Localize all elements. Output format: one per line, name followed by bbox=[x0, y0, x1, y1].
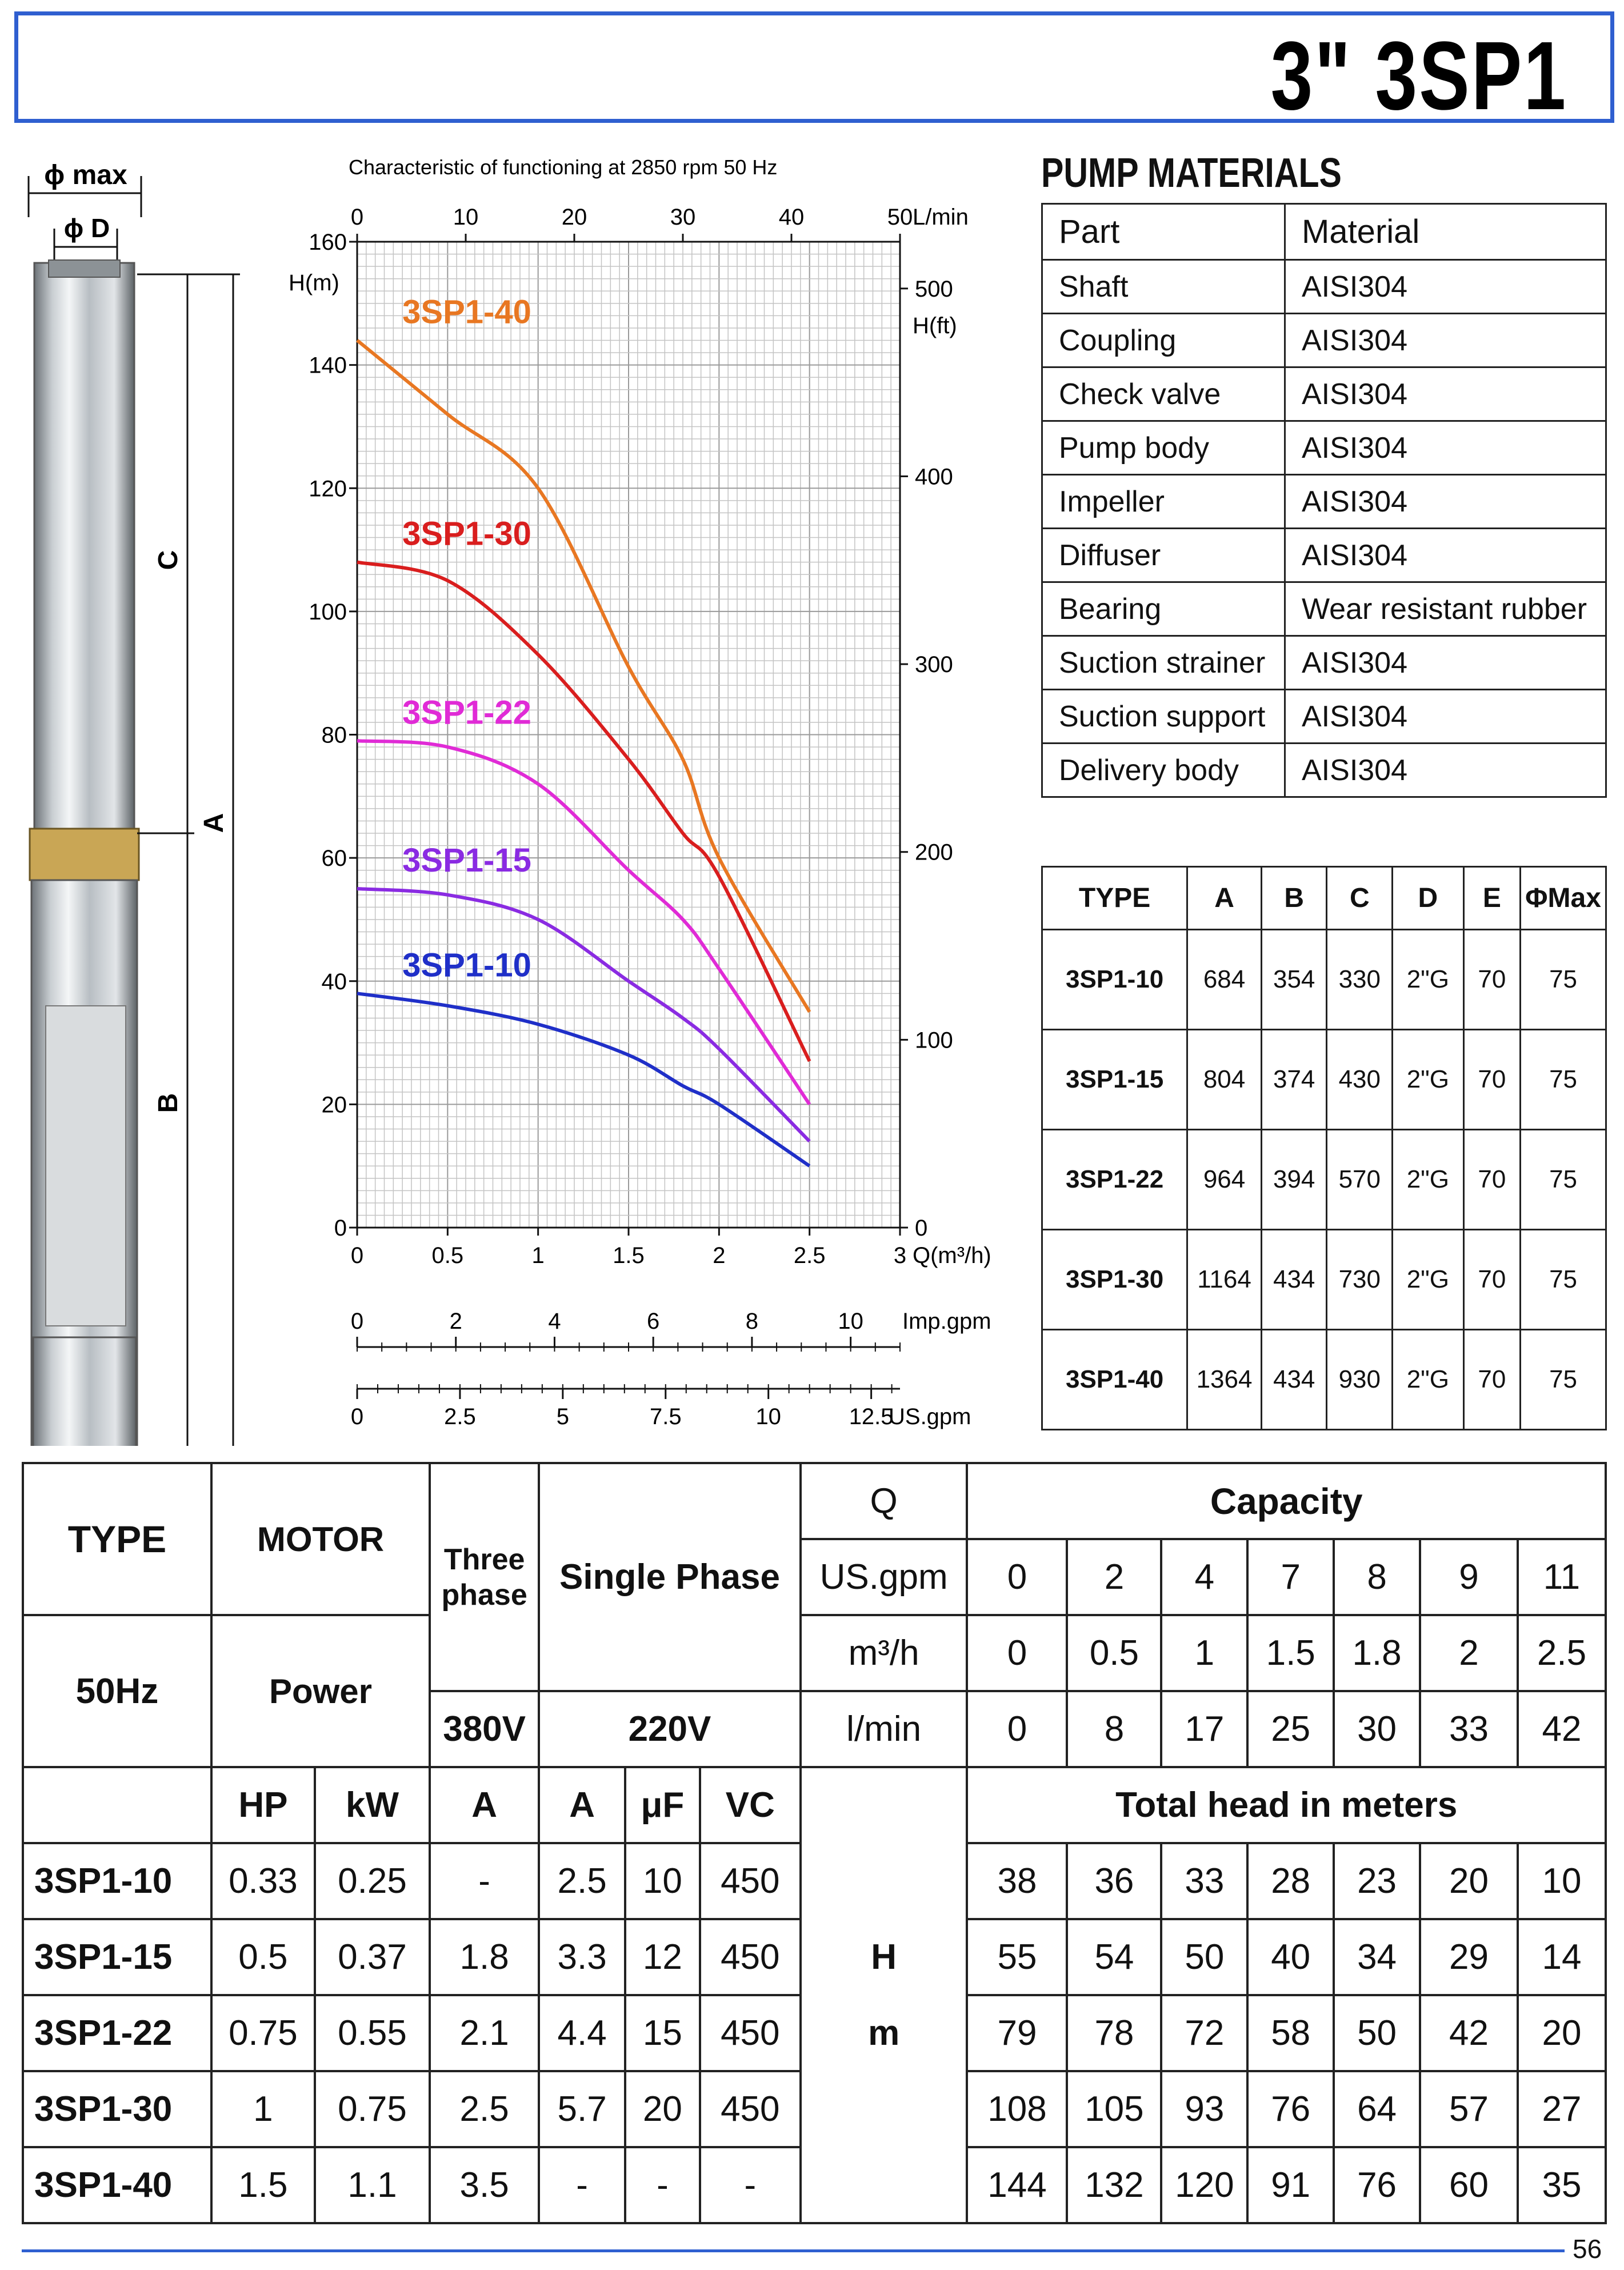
top-tick-label: 0 bbox=[350, 205, 364, 230]
perf-m3h-value: 0.5 bbox=[1067, 1615, 1161, 1691]
materials-material: AISI304 bbox=[1285, 636, 1606, 690]
dim-cell: 730 bbox=[1327, 1230, 1393, 1330]
page-title: 3" 3SP1 bbox=[1270, 22, 1567, 130]
perf-head: 33 bbox=[1161, 1843, 1247, 1919]
perf-kw: 0.75 bbox=[315, 2071, 430, 2147]
table-row bbox=[1042, 1230, 1606, 1330]
table-row bbox=[1042, 529, 1606, 582]
chart-axes bbox=[289, 205, 991, 1429]
perf-head: 78 bbox=[1067, 1995, 1161, 2071]
chart-grid bbox=[357, 242, 900, 1228]
perf-unit-header: kW bbox=[315, 1767, 430, 1843]
materials-material: AISI304 bbox=[1285, 529, 1606, 582]
dim-b-label: B bbox=[153, 1093, 183, 1113]
perf-total-head-label: Total head in meters bbox=[967, 1767, 1606, 1843]
perf-type: 3SP1-30 bbox=[23, 2071, 211, 2147]
perf-usgpm-value: 9 bbox=[1420, 1539, 1518, 1615]
perf-head: 28 bbox=[1247, 1843, 1334, 1919]
perf-lmin-value: 8 bbox=[1067, 1691, 1161, 1767]
dim-cell: 75 bbox=[1521, 1030, 1606, 1130]
perf-head: 54 bbox=[1067, 1919, 1161, 1995]
perf-m3h-label: m³/h bbox=[801, 1615, 967, 1691]
us-gpm-tick-label: 10 bbox=[755, 1404, 781, 1429]
dim-c-label: C bbox=[153, 550, 183, 570]
perf-usgpm-value: 0 bbox=[967, 1539, 1067, 1615]
y-tick-label: 40 bbox=[321, 969, 347, 994]
perf-vc: 450 bbox=[700, 1919, 801, 1995]
materials-part: Shaft bbox=[1042, 260, 1285, 314]
perf-kw: 0.25 bbox=[315, 1843, 430, 1919]
imp-gpm-tick-label: 6 bbox=[647, 1309, 660, 1334]
dim-cell: 70 bbox=[1463, 1330, 1521, 1430]
perf-hp: 1 bbox=[211, 2071, 315, 2147]
perf-m-label: m bbox=[801, 1995, 967, 2071]
dim-cell: 394 bbox=[1261, 1130, 1327, 1230]
right-tick-label: 500 bbox=[915, 276, 953, 302]
perf-head: 72 bbox=[1161, 1995, 1247, 2071]
y-tick-label: 120 bbox=[309, 476, 347, 502]
x-tick-label: 1 bbox=[531, 1243, 545, 1268]
perf-head: 55 bbox=[967, 1919, 1067, 1995]
table-row bbox=[1042, 1130, 1606, 1230]
perf-a3: 2.1 bbox=[430, 1995, 539, 2071]
perf-lmin-value: 42 bbox=[1518, 1691, 1606, 1767]
perf-vc: 450 bbox=[700, 1843, 801, 1919]
dim-cell: 804 bbox=[1187, 1030, 1262, 1130]
materials-material: Wear resistant rubber bbox=[1285, 582, 1606, 636]
perf-head: 76 bbox=[1334, 2147, 1420, 2223]
dim-header: E bbox=[1463, 867, 1521, 930]
table-row bbox=[1042, 475, 1606, 529]
perf-a1: 3.3 bbox=[539, 1919, 625, 1995]
materials-part: Check valve bbox=[1042, 367, 1285, 421]
materials-part: Bearing bbox=[1042, 582, 1285, 636]
imp-gpm-tick-label: 10 bbox=[838, 1309, 863, 1334]
dim-cell: 2"G bbox=[1393, 1330, 1464, 1430]
us-gpm-tick-label: 0 bbox=[350, 1404, 364, 1429]
dim-type: 3SP1-22 bbox=[1042, 1130, 1187, 1230]
perf-power-label: Power bbox=[211, 1615, 430, 1767]
materials-part: Diffuser bbox=[1042, 529, 1285, 582]
curve-label-3sp1-15: 3SP1-15 bbox=[402, 842, 531, 880]
perf-a3: - bbox=[430, 1843, 539, 1919]
materials-material: AISI304 bbox=[1285, 421, 1606, 475]
perf-empty-cell bbox=[23, 1767, 211, 1843]
right-tick-label: 300 bbox=[915, 652, 953, 678]
y-tick-label: 160 bbox=[309, 230, 347, 255]
perf-head: 38 bbox=[967, 1843, 1067, 1919]
table-row bbox=[1042, 260, 1606, 314]
dim-cell: 70 bbox=[1463, 1030, 1521, 1130]
top-tick-label: 20 bbox=[561, 205, 587, 230]
dim-cell: 570 bbox=[1327, 1130, 1393, 1230]
dim-cell: 964 bbox=[1187, 1130, 1262, 1230]
dim-cell: 75 bbox=[1521, 1230, 1606, 1330]
materials-part: Suction support bbox=[1042, 690, 1285, 744]
perf-hm-bottom bbox=[801, 2147, 967, 2223]
phi-d-label: ϕ D bbox=[63, 213, 110, 243]
perf-head: 132 bbox=[1067, 2147, 1161, 2223]
table-row bbox=[1042, 1330, 1606, 1430]
perf-uf: 12 bbox=[625, 1919, 700, 1995]
perf-uf: 10 bbox=[625, 1843, 700, 1919]
perf-m3h-value: 2 bbox=[1420, 1615, 1518, 1691]
perf-uf: 15 bbox=[625, 1995, 700, 2071]
perf-usgpm-value: 7 bbox=[1247, 1539, 1334, 1615]
header-box bbox=[14, 11, 1614, 130]
dim-cell: 930 bbox=[1327, 1330, 1393, 1430]
perf-kw: 0.37 bbox=[315, 1919, 430, 1995]
y-tick-label: 20 bbox=[321, 1092, 347, 1118]
dim-type: 3SP1-15 bbox=[1042, 1030, 1187, 1130]
perf-head: 91 bbox=[1247, 2147, 1334, 2223]
perf-head: 42 bbox=[1420, 1995, 1518, 2071]
pump-bottom bbox=[33, 1337, 136, 1446]
perf-type: 3SP1-15 bbox=[23, 1919, 211, 1995]
materials-material: AISI304 bbox=[1285, 744, 1606, 797]
chart-title: Characteristic of functioning at 2850 rpm 50 Hz bbox=[349, 155, 778, 179]
perf-hm-top bbox=[801, 1767, 967, 1919]
curve-label-3sp1-40: 3SP1-40 bbox=[402, 293, 531, 331]
materials-part: Delivery body bbox=[1042, 744, 1285, 797]
perf-head: 105 bbox=[1067, 2071, 1161, 2147]
y-unit-label: H(m) bbox=[289, 270, 339, 295]
perf-uf: 20 bbox=[625, 2071, 700, 2147]
perf-head: 144 bbox=[967, 2147, 1067, 2223]
table-row bbox=[23, 1919, 1606, 1995]
imp-gpm-tick-label: 0 bbox=[350, 1309, 364, 1334]
perf-head: 79 bbox=[967, 1995, 1067, 2071]
y-tick-label: 0 bbox=[334, 1216, 347, 1241]
materials-material: AISI304 bbox=[1285, 690, 1606, 744]
dim-header: D bbox=[1393, 867, 1464, 930]
right-tick-label: 200 bbox=[915, 840, 953, 865]
dim-type: 3SP1-40 bbox=[1042, 1330, 1187, 1430]
dim-cell: 2"G bbox=[1393, 930, 1464, 1030]
perf-head: 50 bbox=[1161, 1919, 1247, 1995]
dimensions-table bbox=[1041, 866, 1607, 1430]
us-gpm-tick-label: 2.5 bbox=[444, 1404, 476, 1429]
perf-type-label: TYPE bbox=[23, 1463, 211, 1615]
perf-head: 10 bbox=[1518, 1843, 1606, 1919]
perf-kw: 0.55 bbox=[315, 1995, 430, 2071]
perf-lmin-value: 30 bbox=[1334, 1691, 1420, 1767]
perf-unit-header: A bbox=[430, 1767, 539, 1843]
materials-part: Pump body bbox=[1042, 421, 1285, 475]
top-tick-label: 40 bbox=[778, 205, 805, 230]
perf-unit-header: HP bbox=[211, 1767, 315, 1843]
perf-unit-header: VC bbox=[700, 1767, 801, 1843]
dim-cell: 1164 bbox=[1187, 1230, 1262, 1330]
perf-head: 57 bbox=[1420, 2071, 1518, 2147]
perf-a1: 5.7 bbox=[539, 2071, 625, 2147]
dim-cell: 684 bbox=[1187, 930, 1262, 1030]
dim-cell: 1364 bbox=[1187, 1330, 1262, 1430]
perf-type: 3SP1-40 bbox=[23, 2147, 211, 2223]
perf-type: 3SP1-22 bbox=[23, 1995, 211, 2071]
perf-hp: 1.5 bbox=[211, 2147, 315, 2223]
right-tick-label: 0 bbox=[915, 1216, 928, 1241]
pump-label-plate bbox=[46, 1006, 126, 1326]
perf-q-label: Q bbox=[801, 1463, 967, 1539]
top-tick-label: 30 bbox=[670, 205, 696, 230]
perf-head: 40 bbox=[1247, 1919, 1334, 1995]
perf-a3: 2.5 bbox=[430, 2071, 539, 2147]
us-gpm-tick-label: 7.5 bbox=[649, 1404, 682, 1429]
materials-header-part: Part bbox=[1042, 204, 1285, 260]
perf-head: 23 bbox=[1334, 1843, 1420, 1919]
perf-unit-header: A bbox=[539, 1767, 625, 1843]
x-tick-label: 2 bbox=[713, 1243, 726, 1268]
materials-title: PUMP MATERIALS bbox=[1041, 150, 1342, 196]
x-unit-label: Q(m³/h) bbox=[913, 1243, 991, 1268]
table-row bbox=[1042, 367, 1606, 421]
dimensions-header-row bbox=[1042, 867, 1606, 930]
y-tick-label: 140 bbox=[309, 353, 347, 378]
dim-cell: 2"G bbox=[1393, 1030, 1464, 1130]
materials-part: Coupling bbox=[1042, 314, 1285, 367]
perf-usgpm-value: 4 bbox=[1161, 1539, 1247, 1615]
top-tick-label: 10 bbox=[453, 205, 479, 230]
perf-a1: - bbox=[539, 2147, 625, 2223]
perf-usgpm-value: 11 bbox=[1518, 1539, 1606, 1615]
perf-header-row-1 bbox=[23, 1463, 1606, 1539]
perf-lmin-value: 33 bbox=[1420, 1691, 1518, 1767]
perf-m3h-value: 1 bbox=[1161, 1615, 1247, 1691]
table-row bbox=[1042, 636, 1606, 690]
right-tick-label: 100 bbox=[915, 1028, 953, 1053]
dim-cell: 2"G bbox=[1393, 1230, 1464, 1330]
perf-head: 20 bbox=[1518, 1995, 1606, 2071]
performance-table bbox=[22, 1462, 1607, 2224]
perf-motor-label: MOTOR bbox=[211, 1463, 430, 1615]
x-tick-label: 1.5 bbox=[613, 1243, 645, 1268]
perf-lmin-value: 25 bbox=[1247, 1691, 1334, 1767]
perf-type: 3SP1-10 bbox=[23, 1843, 211, 1919]
perf-hp: 0.33 bbox=[211, 1843, 315, 1919]
perf-units-row bbox=[23, 1767, 1606, 1843]
perf-uf: - bbox=[625, 2147, 700, 2223]
phi-max-label: ϕ max bbox=[44, 160, 127, 190]
perf-m3h-value: 1.5 bbox=[1247, 1615, 1334, 1691]
right-unit-label: H(ft) bbox=[913, 313, 957, 338]
imp-gpm-unit-label: Imp.gpm bbox=[902, 1309, 991, 1334]
perf-a1: 2.5 bbox=[539, 1843, 625, 1919]
dim-a-label: A bbox=[199, 813, 229, 833]
dim-cell: 2"G bbox=[1393, 1130, 1464, 1230]
table-row bbox=[1042, 930, 1606, 1030]
dim-cell: 75 bbox=[1521, 930, 1606, 1030]
perf-vc: - bbox=[700, 2147, 801, 2223]
table-row bbox=[1042, 690, 1606, 744]
table-row bbox=[23, 2071, 1606, 2147]
perf-m3h-value: 0 bbox=[967, 1615, 1067, 1691]
page-number: 56 bbox=[1573, 2234, 1602, 2264]
perf-header-row-3 bbox=[23, 1615, 1606, 1691]
table-row bbox=[1042, 314, 1606, 367]
performance-chart bbox=[251, 146, 1040, 1443]
perf-usgpm-label: US.gpm bbox=[801, 1539, 967, 1615]
x-tick-label: 0.5 bbox=[431, 1243, 464, 1268]
imp-gpm-tick-label: 8 bbox=[745, 1309, 759, 1334]
curve-label-3sp1-22: 3SP1-22 bbox=[402, 694, 531, 732]
perf-head: 64 bbox=[1334, 2071, 1420, 2147]
x-tick-label: 2.5 bbox=[793, 1243, 826, 1268]
perf-h-label: H bbox=[801, 1919, 967, 1995]
dim-cell: 70 bbox=[1463, 1230, 1521, 1330]
perf-capacity-label: Capacity bbox=[967, 1463, 1606, 1539]
perf-m3h-value: 2.5 bbox=[1518, 1615, 1606, 1691]
perf-head: 20 bbox=[1420, 1843, 1518, 1919]
perf-head: 29 bbox=[1420, 1919, 1518, 1995]
perf-hz-label: 50Hz bbox=[23, 1615, 211, 1767]
footer-line bbox=[22, 2249, 1565, 2252]
dim-cell: 434 bbox=[1261, 1330, 1327, 1430]
materials-table bbox=[1041, 203, 1607, 798]
dim-cell: 330 bbox=[1327, 930, 1393, 1030]
perf-lmin-value: 17 bbox=[1161, 1691, 1247, 1767]
perf-head: 60 bbox=[1420, 2147, 1518, 2223]
us-gpm-tick-label: 12.5 bbox=[849, 1404, 894, 1429]
materials-header-row bbox=[1042, 204, 1606, 260]
perf-a1: 4.4 bbox=[539, 1995, 625, 2071]
perf-head: 27 bbox=[1518, 2071, 1606, 2147]
dim-header: A bbox=[1187, 867, 1262, 930]
dim-cell: 434 bbox=[1261, 1230, 1327, 1330]
dim-cell: 75 bbox=[1521, 1130, 1606, 1230]
perf-380v-label: 380V bbox=[430, 1691, 539, 1767]
materials-material: AISI304 bbox=[1285, 367, 1606, 421]
perf-head: 120 bbox=[1161, 2147, 1247, 2223]
perf-head: 14 bbox=[1518, 1919, 1606, 1995]
us-gpm-unit-label: US.gpm bbox=[889, 1404, 971, 1429]
perf-head: 36 bbox=[1067, 1843, 1161, 1919]
materials-material: AISI304 bbox=[1285, 314, 1606, 367]
perf-vc: 450 bbox=[700, 1995, 801, 2071]
perf-head: 76 bbox=[1247, 2071, 1334, 2147]
x-tick-label: 3 bbox=[893, 1243, 907, 1268]
table-row bbox=[1042, 582, 1606, 636]
perf-head: 108 bbox=[967, 2071, 1067, 2147]
materials-part: Suction strainer bbox=[1042, 636, 1285, 690]
perf-a3: 3.5 bbox=[430, 2147, 539, 2223]
dim-cell: 430 bbox=[1327, 1030, 1393, 1130]
curve-label-3sp1-10: 3SP1-10 bbox=[402, 946, 531, 984]
dim-cell: 70 bbox=[1463, 1130, 1521, 1230]
us-gpm-tick-label: 5 bbox=[556, 1404, 569, 1429]
perf-lmin-value: 0 bbox=[967, 1691, 1067, 1767]
dim-header: B bbox=[1261, 867, 1327, 930]
chart-curve-labels bbox=[402, 294, 531, 984]
perf-kw: 1.1 bbox=[315, 2147, 430, 2223]
y-tick-label: 60 bbox=[321, 846, 347, 872]
perf-usgpm-value: 8 bbox=[1334, 1539, 1420, 1615]
dim-cell: 75 bbox=[1521, 1330, 1606, 1430]
pump-outlet bbox=[49, 260, 120, 277]
materials-header-material: Material bbox=[1285, 204, 1606, 260]
materials-material: AISI304 bbox=[1285, 475, 1606, 529]
top-tick-label: 50 bbox=[887, 205, 913, 230]
perf-head: 93 bbox=[1161, 2071, 1247, 2147]
perf-unit-header: μF bbox=[625, 1767, 700, 1843]
table-row bbox=[23, 2147, 1606, 2223]
perf-three-phase-label: Three phase bbox=[430, 1463, 539, 1691]
perf-hp: 0.75 bbox=[211, 1995, 315, 2071]
table-row bbox=[1042, 744, 1606, 797]
perf-head: 50 bbox=[1334, 1995, 1420, 2071]
dim-header: ΦMax bbox=[1521, 867, 1606, 930]
dim-cell: 354 bbox=[1261, 930, 1327, 1030]
y-tick-label: 100 bbox=[309, 599, 347, 625]
dim-header: TYPE bbox=[1042, 867, 1187, 930]
materials-material: AISI304 bbox=[1285, 260, 1606, 314]
table-row bbox=[23, 1995, 1606, 2071]
perf-220v-label: 220V bbox=[539, 1691, 801, 1767]
pump-drawing bbox=[0, 149, 240, 1446]
perf-head: 34 bbox=[1334, 1919, 1420, 1995]
imp-gpm-tick-label: 4 bbox=[548, 1309, 561, 1334]
dim-cell: 70 bbox=[1463, 930, 1521, 1030]
perf-lmin-label: l/min bbox=[801, 1691, 967, 1767]
perf-hm-spacer bbox=[801, 2071, 967, 2147]
perf-usgpm-value: 2 bbox=[1067, 1539, 1161, 1615]
perf-single-phase-label: Single Phase bbox=[539, 1463, 801, 1691]
pump-band bbox=[30, 829, 139, 880]
perf-head: 35 bbox=[1518, 2147, 1606, 2223]
dim-type: 3SP1-30 bbox=[1042, 1230, 1187, 1330]
perf-a3: 1.8 bbox=[430, 1919, 539, 1995]
x-tick-label: 0 bbox=[350, 1243, 364, 1268]
perf-vc: 450 bbox=[700, 2071, 801, 2147]
dim-cell: 374 bbox=[1261, 1030, 1327, 1130]
table-row bbox=[1042, 1030, 1606, 1130]
perf-m3h-value: 1.8 bbox=[1334, 1615, 1420, 1691]
dim-header: C bbox=[1327, 867, 1393, 930]
table-row bbox=[1042, 421, 1606, 475]
y-tick-label: 80 bbox=[321, 722, 347, 748]
curve-label-3sp1-30: 3SP1-30 bbox=[402, 515, 531, 553]
dim-type: 3SP1-10 bbox=[1042, 930, 1187, 1030]
materials-part: Impeller bbox=[1042, 475, 1285, 529]
perf-hp: 0.5 bbox=[211, 1919, 315, 1995]
imp-gpm-tick-label: 2 bbox=[449, 1309, 462, 1334]
perf-head: 58 bbox=[1247, 1995, 1334, 2071]
top-unit-label: L/min bbox=[913, 205, 969, 230]
right-tick-label: 400 bbox=[915, 464, 953, 490]
